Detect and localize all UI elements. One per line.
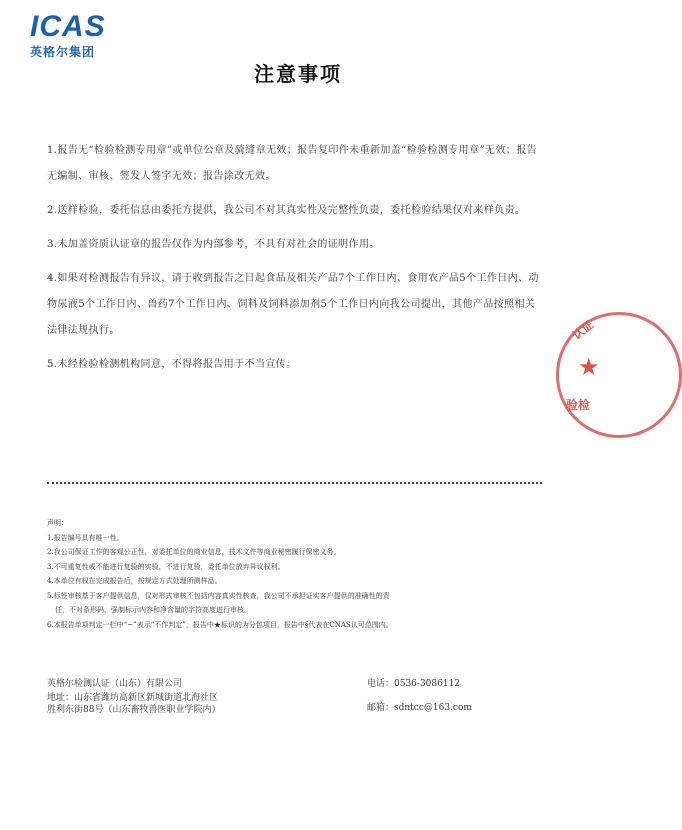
notice-list xyxy=(47,138,545,386)
footer-phone: 电话：0536-3086112 xyxy=(367,679,461,689)
declaration-item: 2.我公司保证工作的客观公正性，对委托单位的商业信息，技术文件等商业秘密履行保密义务。 xyxy=(47,548,341,556)
logo-name-cn: 英格尔集团 xyxy=(30,45,96,59)
footer-address xyxy=(47,692,220,716)
footer-company: 英格尔检测认证（山东）有限公司 xyxy=(47,679,183,689)
logo-mark: ICAS xyxy=(30,10,106,43)
declaration-section xyxy=(47,516,547,632)
stamp-text-top: 认证 xyxy=(570,318,596,343)
notice-item-3: 3.未加盖资质认证章的报告仅作为内部参考，不具有对社会的证明作用。 xyxy=(47,239,380,250)
page-title: 注意事项 xyxy=(254,62,342,86)
notice-item-1: 1.报告无“检验检测专用章”或单位公章及骑缝章无效；报告复印件未重新加盖“检验检测专用章”无效；报告无编制、审核、签发人签字无效；报告涂改无效。 xyxy=(47,145,537,182)
notice-item-5: 5.未经检验检测机构同意，不得将报告用于不当宣传。 xyxy=(47,359,297,370)
declaration-heading: 声明： xyxy=(47,519,68,527)
notice-item-4: 4.如果对检测报告有异议，请于收到报告之日起食品及相关产品7个工作日内、食用农产品5个工作日内、动物尿液5个工作日内、兽药7个工作日内、饲料及饲料添加剂5个工作日内向我公司提出，其他产品按照相关法律法规执行。 xyxy=(47,273,539,336)
declaration-item: 3.不可重复性或不能进行复验的实验，不进行复验，委托单位放弃异议权利。 xyxy=(47,562,285,571)
stamp-text-bottom: 验检 xyxy=(566,398,591,412)
declaration-item: 1.报告编号具有唯一性。 xyxy=(47,533,124,542)
footer-address-line2: 胜利东街88号（山东畜牧兽医职业学院内） xyxy=(47,705,221,715)
footer-email: 邮箱：sdntcc@163.com xyxy=(367,703,472,713)
declaration-item: 4.本单位有权在完成报告后，按规定方式处理所测样品。 xyxy=(47,577,222,585)
dotted-divider xyxy=(47,482,542,484)
company-logo xyxy=(30,12,120,60)
stamp-star-icon: ★ xyxy=(578,353,600,381)
footer-address-line1: 地址：山东省潍坊高新区新城街道北海社区 xyxy=(47,693,219,703)
declaration-item: 6.本报告单项判定一栏中“~”表示“不作判定”，报告中★标识的为分包项目，报告中§代表在CNAS认可范围内。 xyxy=(47,620,393,629)
notice-item-2: 2.送样检验，委托信息由委托方提供，我公司不对其真实性及完整性负责，委托检验结果仅对来样负责。 xyxy=(47,205,526,216)
declaration-item: 5.标签审核基于客户提供信息，仅对形式审核不包括内容真实性核查，我公司不承担证实客户提供的准确性的责 xyxy=(47,591,390,600)
declaration-item: 任，不对条形码、强制标示内容和净含量的字符高度进行审核。 xyxy=(55,606,251,614)
